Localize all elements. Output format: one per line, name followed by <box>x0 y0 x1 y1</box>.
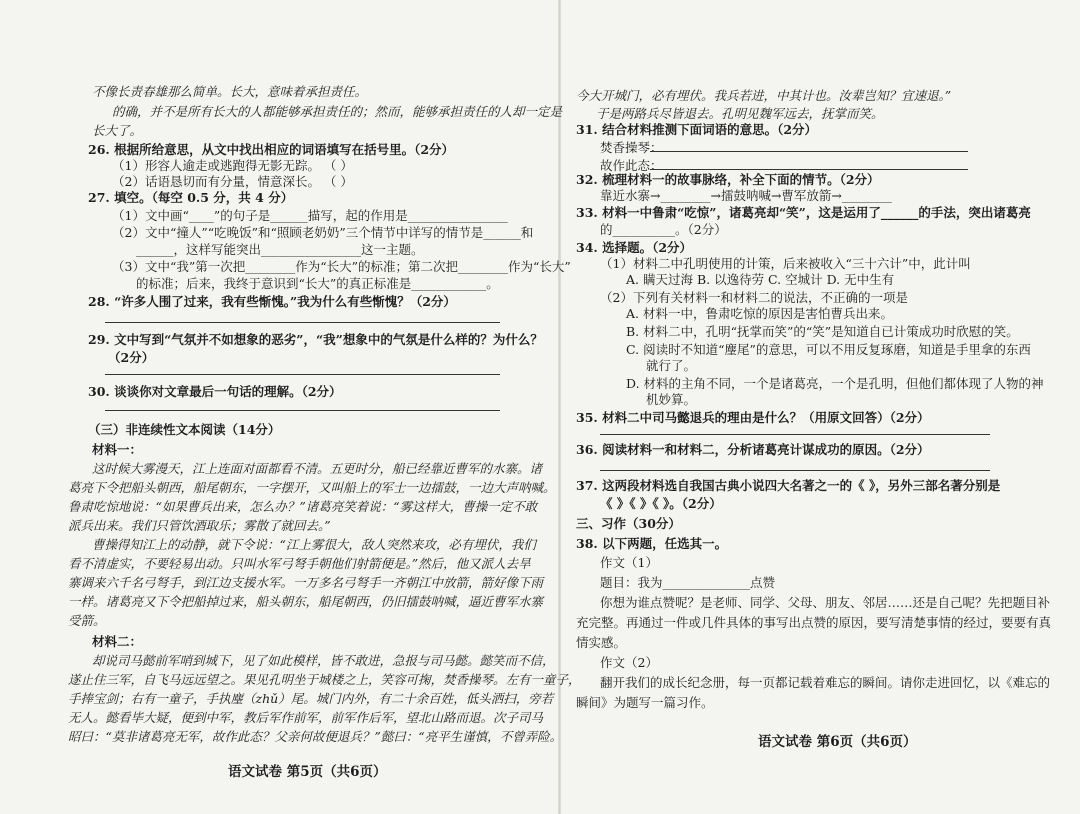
section-3-heading: （三）非连续性文本阅读（14分） <box>88 422 281 437</box>
material-2-line: 于是两路兵尽皆退去。孔明见魏军远去，抚掌而笑。 <box>596 106 884 121</box>
material-1-heading: 材料一： <box>92 442 143 457</box>
answer-line <box>650 169 968 170</box>
question-34: 34. 选择题。（2分） <box>576 240 693 255</box>
question-33: 33. 材料一中鲁肃“吃惊”，诸葛亮却“笑”，这是运用了______的手法，突出诸葛亮 <box>576 205 1031 220</box>
question-34-part-1: （1）材料二中孔明使用的计策，后来被收入“三十六计”中，此计叫 <box>600 256 971 271</box>
question-34-part-2: （2）下列有关材料一和材料二的说法，不正确的一项是 <box>600 290 908 305</box>
passage-line: 长大了。 <box>92 123 143 138</box>
question-26-item-2: （2）话语恳切而有分量，情意深长。 （ ） <box>112 174 353 189</box>
question-35: 35. 材料二中司马懿退兵的理由是什么？（用原文回答）（2分） <box>576 410 930 425</box>
question-34-option-d: D. 材料的主角不同，一个是诸葛亮，一个是孔明，但他们都体现了人物的神 <box>626 376 1044 391</box>
material-1-line: 派兵出来。我们只管饮酒取乐；雾散了就回去。” <box>68 518 331 533</box>
question-32: 32. 梳理材料一的故事脉络，补全下面的情节。（2分） <box>576 172 880 187</box>
material-2-heading: 材料二： <box>92 634 143 649</box>
composition-1-prompt: 充完整。再通过一件或几件具体的事写出点赞的原因，要写清楚事情的经过，要要有真 <box>576 615 1052 630</box>
question-34-option-c: C. 阅读时不知道“麈尾”的意思，可以不用反复琢磨，知道是手里拿的东西 <box>626 342 1031 357</box>
question-31-item-2: 故作此态： <box>600 158 663 173</box>
question-34-option-a: A. 材料一中，鲁肃吃惊的原因是害怕曹兵出来。 <box>626 306 893 321</box>
answer-line <box>650 151 968 152</box>
question-34-part-1-options: A. 瞒天过海 B. 以逸待劳 C. 空城计 D. 无中生有 <box>626 272 895 287</box>
section-3-writing: 三、习作（30分） <box>576 516 681 531</box>
composition-2-prompt: 瞬间》为题写一篇习作。 <box>576 695 714 710</box>
material-2-line: 却说司马懿前军哨到城下，见了如此模样，皆不敢进，急报与司马懿。懿笑而不信， <box>92 653 555 668</box>
material-1-line: 这时候大雾漫天，江上连面对面都看不清。五更时分，船已经靠近曹军的水寨。诸 <box>92 461 543 476</box>
page-footer: 语文试卷 第5页（共6页） <box>228 764 387 780</box>
question-36: 36. 阅读材料一和材料二，分析诸葛亮计谋成功的原因。（2分） <box>576 442 930 457</box>
question-33-cont: 的__________。（2分） <box>600 222 727 237</box>
material-1-line: 曹操得知江上的动静，就下令说：“江上雾很大，敌人突然来攻，必有埋伏，我们 <box>92 537 536 552</box>
exam-page-6 <box>560 0 1080 814</box>
question-29-score: （2分） <box>108 350 155 365</box>
page-footer: 语文试卷 第6页（共6页） <box>758 734 917 750</box>
question-37: 37. 这两段材料选自我国古典小说四大名著之一的《 》，另外三部名著分别是 <box>576 478 1001 493</box>
question-27-item-2-cont: ______，这样写能突出________________这一主题。 <box>136 242 424 257</box>
composition-1-prompt: 你想为谁点赞呢？是老师、同学、父母、朋友、邻居……还是自己呢？先把题目补 <box>600 595 1051 610</box>
question-34-option-c-cont: 就行了。 <box>646 358 697 373</box>
material-1-line: 寨调来六千名弓弩手，到江边支援水军。一万多名弓弩手一齐朝江中放箭，箭好像下雨 <box>68 575 544 590</box>
material-2-line: 手捧宝剑；右有一童子，手执麈（zhǔ）尾。城门内外，有二十余百姓，低头洒扫，旁若 <box>68 691 554 706</box>
material-2-line: 昭曰：“莫非诸葛亮无军，故作此态？父亲何故便退兵？”懿曰：“亮平生谨慎，不曾弄险。 <box>68 729 563 744</box>
question-38: 38. 以下两题，任选其一。 <box>576 536 728 551</box>
composition-2-heading: 作文（2） <box>600 655 658 670</box>
question-31-item-1: 焚香操琴： <box>600 140 663 155</box>
composition-1-prompt: 情实感。 <box>576 635 627 650</box>
material-2-line: 遂止住三军，自飞马远远望之。果见孔明坐于城楼之上，笑容可掬，焚香操琴。左有一童子， <box>68 672 581 687</box>
question-32-flow: 靠近水寨→________→擂鼓呐喊→曹军放箭→________ <box>600 188 892 203</box>
question-37-cont: 《 》《 》《 》。（2分） <box>600 496 722 511</box>
answer-line <box>600 434 990 435</box>
composition-2-prompt: 翻开我们的成长纪念册，每一页都记载着难忘的瞬间。请你走进回忆，以《难忘的 <box>600 675 1051 690</box>
passage-line: 的确，并不是所有长大的人都能够承担责任的；然而，能够承担责任的人却一定是 <box>112 104 563 119</box>
passage-line: 不像长责春雄那么简单。长大，意味着承担责任。 <box>92 84 368 99</box>
material-2-line: 今大开城门，必有埋伏。我兵若进，中其计也。汝辈岂知？宜速退。” <box>576 88 952 103</box>
question-27: 27. 填空。（每空 0.5 分，共 4 分） <box>88 190 294 205</box>
question-27-item-3-cont: 的标准；后来，我终于意识到“长大”的真正标准是____________。 <box>136 276 499 291</box>
material-1-line: 一样。诸葛亮又下令把船掉过来，船头朝东，船尾朝西，仍旧擂鼓呐喊，逼近曹军水寨 <box>68 594 544 609</box>
question-27-item-2: （2）文中“撞人”“吃晚饭”和“照顾老奶奶”三个情节中详写的情节是______和 <box>112 225 534 240</box>
question-28: 28. “许多人围了过来，我有些惭愧。”我为什么有些惭愧？（2分） <box>88 294 456 309</box>
answer-line <box>105 410 500 411</box>
question-26: 26. 根据所给意思，从文中找出相应的词语填写在括号里。（2分） <box>88 142 455 157</box>
composition-1-title: 题目：我为______________点赞 <box>600 575 776 590</box>
question-26-item-1: （1）形容人逾走或逃跑得无影无踪。 （ ） <box>112 158 353 173</box>
question-34-option-b: B. 材料二中，孔明“抚掌而笑”的“笑”是知道自已计策成功时欣慰的笑。 <box>626 324 1019 339</box>
material-2-line: 无人。懿看毕大疑，便到中军，教后军作前军，前军作后军，望北山路而退。次子司马 <box>68 710 544 725</box>
material-1-line: 鲁肃吃惊地说：“如果曹兵出来，怎么办？”诸葛亮笑着说：“雾这样大，曹操一定不敢 <box>68 499 538 514</box>
question-31: 31. 结合材料推测下面词语的意思。（2分） <box>576 122 818 137</box>
composition-1-heading: 作文（1） <box>600 555 658 570</box>
answer-line <box>600 470 990 471</box>
question-27-item-1: （1）文中画“____”的句子是______描写，起的作用是________________ <box>112 208 508 223</box>
material-1-line: 看不清虚实，不要轻易出动。只叫水军弓弩手朝他们射箭便是。”然后，他又派人去旱 <box>68 556 531 571</box>
answer-line <box>105 374 500 375</box>
material-1-line: 受箭。 <box>68 613 106 628</box>
question-30: 30. 谈谈你对文章最后一句话的理解。（2分） <box>88 384 342 399</box>
question-34-option-d-cont: 机妙算。 <box>646 392 697 407</box>
material-1-line: 葛亮下令把船头朝西，船尾朝东，一字摆开，又叫船上的军士一边擂鼓，一边大声呐喊。 <box>68 480 556 495</box>
answer-line <box>105 322 500 323</box>
question-29: 29. 文中写到“气氛并不如想象的恶劣”，“我”想象中的气氛是什么样的？为什么？ <box>88 332 543 347</box>
question-27-item-3: （3）文中“我”第一次把________作为“长大”的标准；第二次把________作为“长大” <box>112 259 571 274</box>
